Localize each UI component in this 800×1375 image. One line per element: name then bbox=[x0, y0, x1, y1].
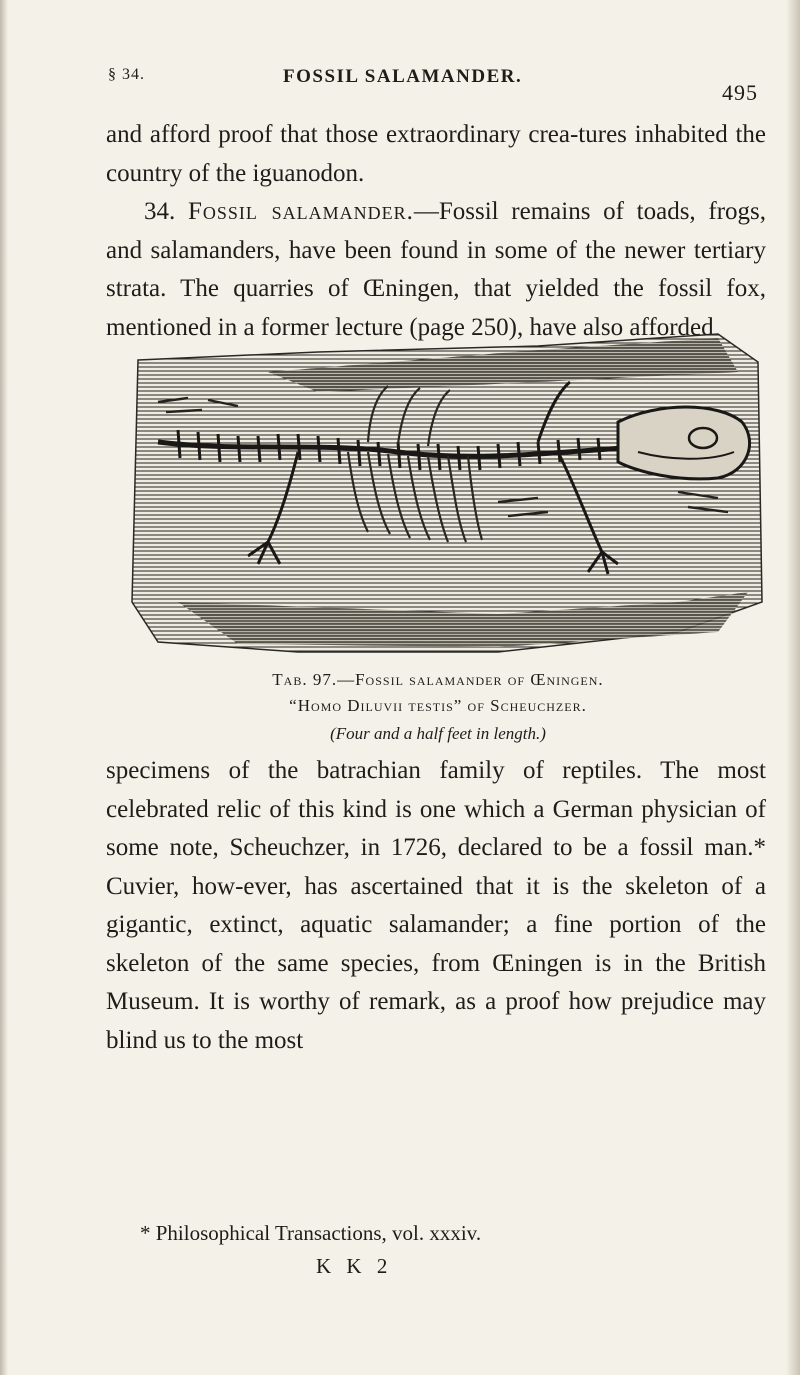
running-head bbox=[108, 66, 758, 106]
running-head-section: § 34. bbox=[108, 66, 145, 83]
paragraph-1-lead: and afford proof that those extraordinary crea-tures inhabited the country of the iguanodon. bbox=[106, 121, 766, 187]
paragraph-2 bbox=[106, 752, 766, 1060]
page-edge-shadow bbox=[786, 0, 800, 1375]
footnote: * Philosophical Transactions, vol. xxxiv. bbox=[140, 1221, 482, 1245]
signature-mark: K K 2 bbox=[316, 1254, 393, 1278]
fossil-salamander-engraving bbox=[118, 302, 778, 664]
figure-caption bbox=[118, 664, 758, 744]
paragraph-2-text: specimens of the batrachian family of reptiles. The most celebrated relic of this kind is one which a German physician of some note, Scheuchzer, in 1726, declared to be a fossil man.* Cuvier, how-ever, has ascertained that it is the skeleton of a gigantic, extinct, aquatic salamander; a fine portion of the skeleton of the same species, from Œningen is in the British Museum. It is worthy of remark, as a proof how prejudice may blind us to the most bbox=[106, 757, 766, 1054]
section-heading: Fossil salamander. bbox=[187, 198, 414, 225]
caption-dimensions: (Four and a half feet in length.) bbox=[330, 724, 546, 743]
caption-plate-title: Tab. 97.—Fossil salamander of Œningen. bbox=[272, 670, 604, 689]
running-head-title: FOSSIL SALAMANDER. bbox=[283, 66, 523, 87]
caption-subtitle: “Homo Diluvii testis” of Scheuchzer. bbox=[289, 696, 587, 715]
section-number: 34. bbox=[144, 198, 176, 225]
page-gutter-shadow bbox=[0, 0, 8, 1375]
page-number: 495 bbox=[722, 80, 758, 105]
paragraph-1-text: —Fossil remains of toads, frogs, and salamanders, have been found in some of the newer tertiary strata. The quarries of Œningen, that yielded the fossil fox, mentioned in a former lecture (page 250), have also afforded bbox=[106, 198, 766, 341]
